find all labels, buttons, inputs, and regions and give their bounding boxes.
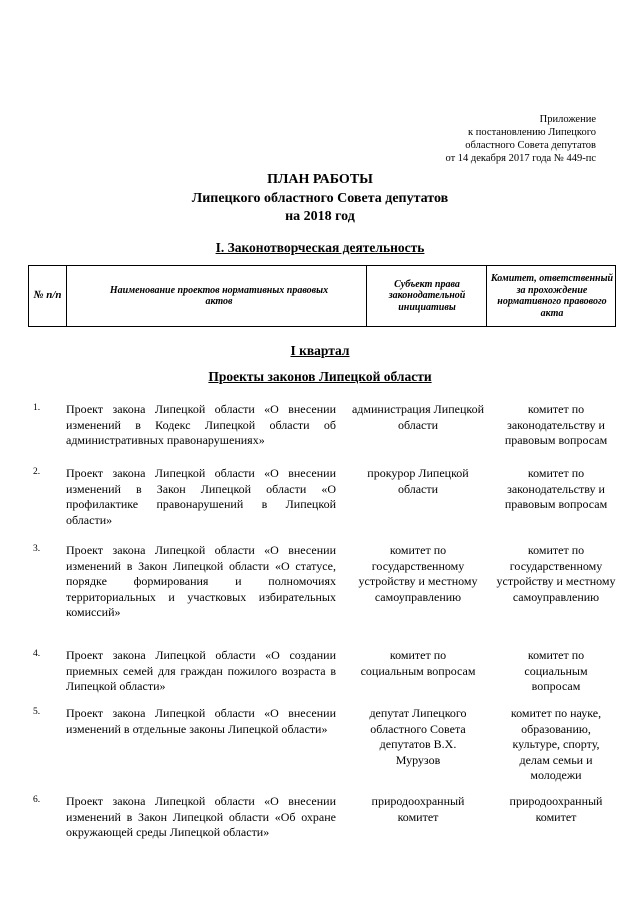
row-committee: природоохранный комитет bbox=[509, 794, 603, 824]
subsection-heading bbox=[0, 369, 640, 385]
row-subject: администрация Липецкой области bbox=[351, 402, 485, 432]
document-title: ПЛАН РАБОТЫ bbox=[267, 172, 373, 187]
appendix-line-2: к постановлению Липецкого bbox=[468, 127, 596, 138]
row-subject: комитет по социальным вопросам bbox=[360, 648, 476, 678]
row-project-name: Проект закона Липецкой области «О внесении изменений в Закон Липецкой области «О статусе, порядке формирования и полномочиях территориальных и участковых избирательных комиссий» bbox=[66, 543, 336, 619]
quarter-heading bbox=[0, 343, 640, 359]
header-number: № п/п bbox=[33, 289, 62, 302]
subsection-heading-text: Проекты законов Липецкой области bbox=[208, 369, 432, 384]
row-committee: комитет по законодательству и правовым вопросам bbox=[504, 402, 608, 447]
table-header bbox=[28, 265, 616, 327]
header-committee: Комитет, ответственный за прохождение нормативного правового акта bbox=[490, 273, 614, 319]
row-number: 1. bbox=[33, 403, 41, 413]
section-heading bbox=[0, 240, 640, 256]
row-committee: комитет по государственному устройству и местному самоуправлению bbox=[496, 543, 616, 604]
row-subject: прокурор Липецкой области bbox=[367, 466, 469, 496]
appendix-note bbox=[445, 113, 596, 165]
quarter-heading-text: I квартал bbox=[290, 343, 350, 358]
row-project-name: Проект закона Липецкой области «О внесении изменений в отдельные законы Липецкой области» bbox=[66, 706, 336, 736]
column-divider bbox=[66, 266, 67, 326]
row-project-name: Проект закона Липецкой области «О внесении изменений в Закон Липецкой области «Об охране окружающей среды Липецкой области» bbox=[66, 794, 336, 839]
row-project-name: Проект закона Липецкой области «О создании приемных семей для граждан пожилого возраста в Липецкой области» bbox=[66, 648, 336, 693]
column-divider bbox=[486, 266, 487, 326]
column-divider bbox=[366, 266, 367, 326]
row-number: 6. bbox=[33, 795, 41, 805]
header-subject: Субъект права законодательной инициативы bbox=[388, 278, 466, 313]
header-name: Наименование проектов нормативных правовых актов bbox=[109, 284, 329, 307]
document-year: на 2018 год bbox=[285, 209, 355, 224]
row-project-name: Проект закона Липецкой области «О внесении изменений в Закон Липецкой области «О профилактике правонарушений в Липецкой области» bbox=[66, 466, 336, 527]
row-committee: комитет по социальным вопросам bbox=[524, 648, 588, 693]
row-subject: комитет по государственному устройству и местному самоуправлению bbox=[358, 543, 478, 604]
row-project-name: Проект закона Липецкой области «О внесении изменений в Кодекс Липецкой области об административных правонарушениях» bbox=[66, 402, 336, 447]
appendix-line-3: областного Совета депутатов bbox=[465, 140, 596, 151]
row-committee: комитет по законодательству и правовым вопросам bbox=[504, 466, 608, 511]
row-number: 4. bbox=[33, 649, 41, 659]
appendix-line-1: Приложение bbox=[539, 114, 596, 125]
row-committee: комитет по науке, образованию, культуре, спорту, делам семьи и молодежи bbox=[510, 706, 602, 782]
row-subject: природоохранный комитет bbox=[371, 794, 465, 824]
row-number: 3. bbox=[33, 544, 41, 554]
appendix-line-4: от 14 декабря 2017 года № 449-пс bbox=[445, 153, 596, 164]
document-subtitle: Липецкого областного Совета депутатов bbox=[191, 191, 449, 206]
row-subject: депутат Липецкого областного Совета депутатов В.Х. Мурузов bbox=[369, 706, 467, 767]
row-number: 2. bbox=[33, 467, 41, 477]
row-number: 5. bbox=[33, 707, 41, 717]
section-heading-text: I. Законотворческая деятельность bbox=[215, 240, 425, 255]
